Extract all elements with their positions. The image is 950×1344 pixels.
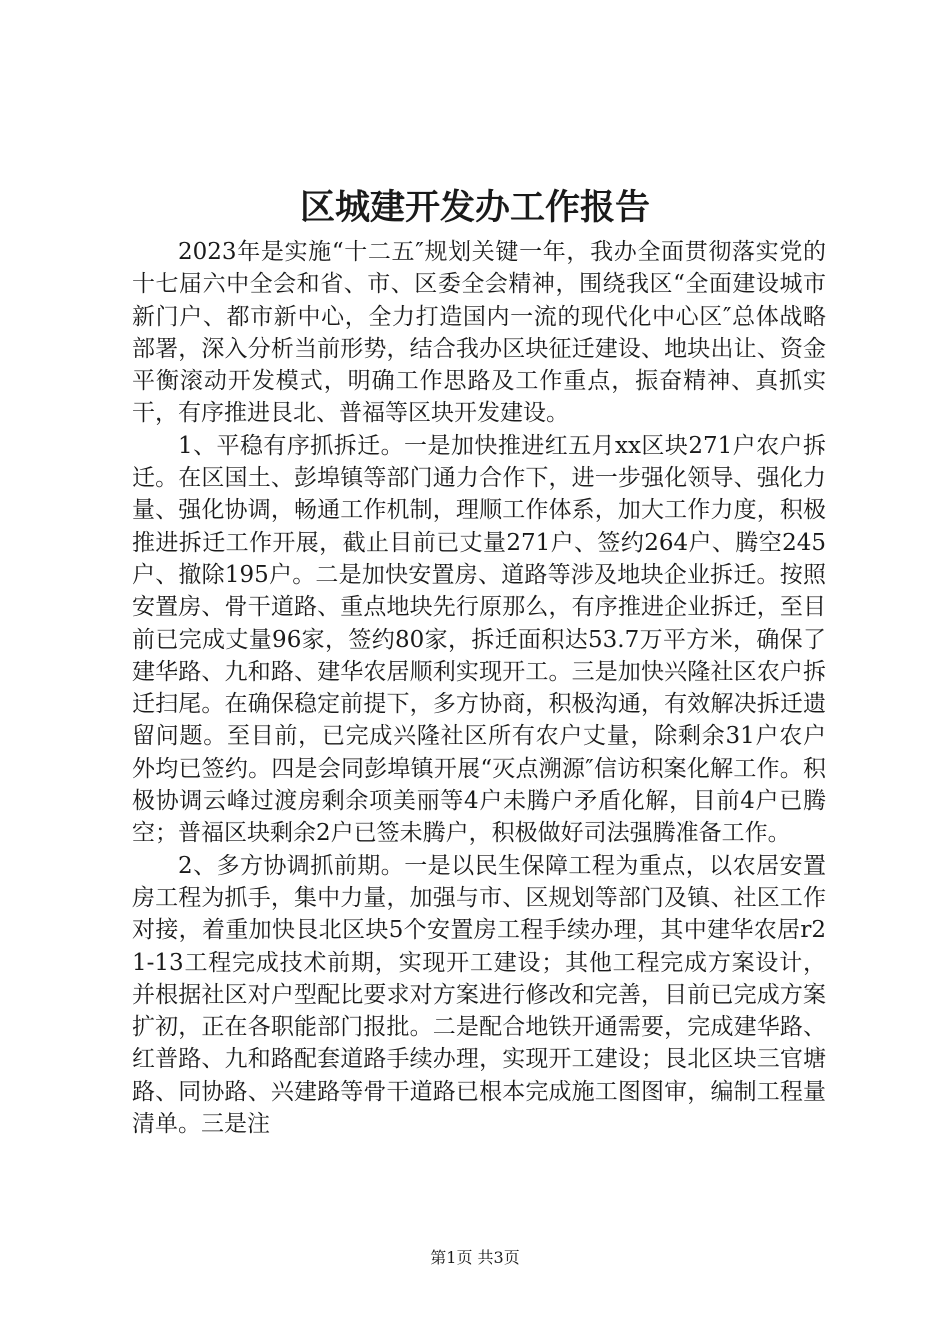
document-body: [132, 236, 826, 1140]
paragraph-intro: 2023年是实施“十二五″规划关键一年，我办全面贯彻落实党的十七届六中全会和省、市、区委全会精神，围绕我区“全面建设城市新门户、都市新中心，全力打造国内一流的现代化中心区″总体战略部署，深入分析当前形势，结合我办区块征迁建设、地块出让、资金平衡滚动开发模式，明确工作思路及工作重点，振奋精神、真抓实干，有序推进艮北、普福等区块开发建设。: [132, 239, 826, 427]
page-number-footer: 第1页 共3页: [430, 1248, 520, 1267]
paragraph-demolition: 1、平稳有序抓拆迁。一是加快推进红五月xx区块271户农户拆迁。在区国土、彭埠镇等部门通力合作下，进一步强化领导、强化力量、强化协调，畅通工作机制，理顺工作体系，加大工作力度，积极推进拆迁工作开展，截止目前已丈量271户、签约264户、腾空245户、撤除195户。二是加快安置房、道路等涉及地块企业拆迁。按照安置房、骨干道路、重点地块先行原那么，有序推进企业拆迁，至目前已完成丈量96家，签约80家，拆迁面积达53.7万平方米，确保了建华路、九和路、建华农居顺利实现开工。三是加快兴隆社区农户拆迁扫尾。在确保稳定前提下，多方协商，积极沟通，有效解决拆迁遗留问题。至目前，已完成兴隆社区所有农户丈量，除剩余31户农户外均已签约。四是会同彭埠镇开展“灭点溯源″信访积案化解工作。积极协调云峰过渡房剩余项美丽等4户未腾户矛盾化解，目前4户已腾空；普福区块剩余2户已签未腾户，积极做好司法强腾准备工作。: [132, 432, 826, 847]
document-title: 区城建开发办工作报告: [299, 187, 650, 228]
paragraph-preliminary-work: 2、多方协调抓前期。一是以民生保障工程为重点，以农居安置房工程为抓手，集中力量，加强与市、区规划等部门及镇、社区工作对接，着重加快艮北区块5个安置房工程手续办理，其中建华农居r21-13工程完成技术前期，实现开工建设；其他工程完成方案设计，并根据社区对户型配比要求对方案进行修改和完善，目前已完成方案扩初，正在各职能部门报批。二是配合地铁开通需要，完成建华路、红普路、九和路配套道路手续办理，实现开工建设；艮北区块三官塘路、同协路、兴建路等骨干道路已根本完成施工图图审，编制工程量清单。三是注: [132, 852, 826, 1138]
